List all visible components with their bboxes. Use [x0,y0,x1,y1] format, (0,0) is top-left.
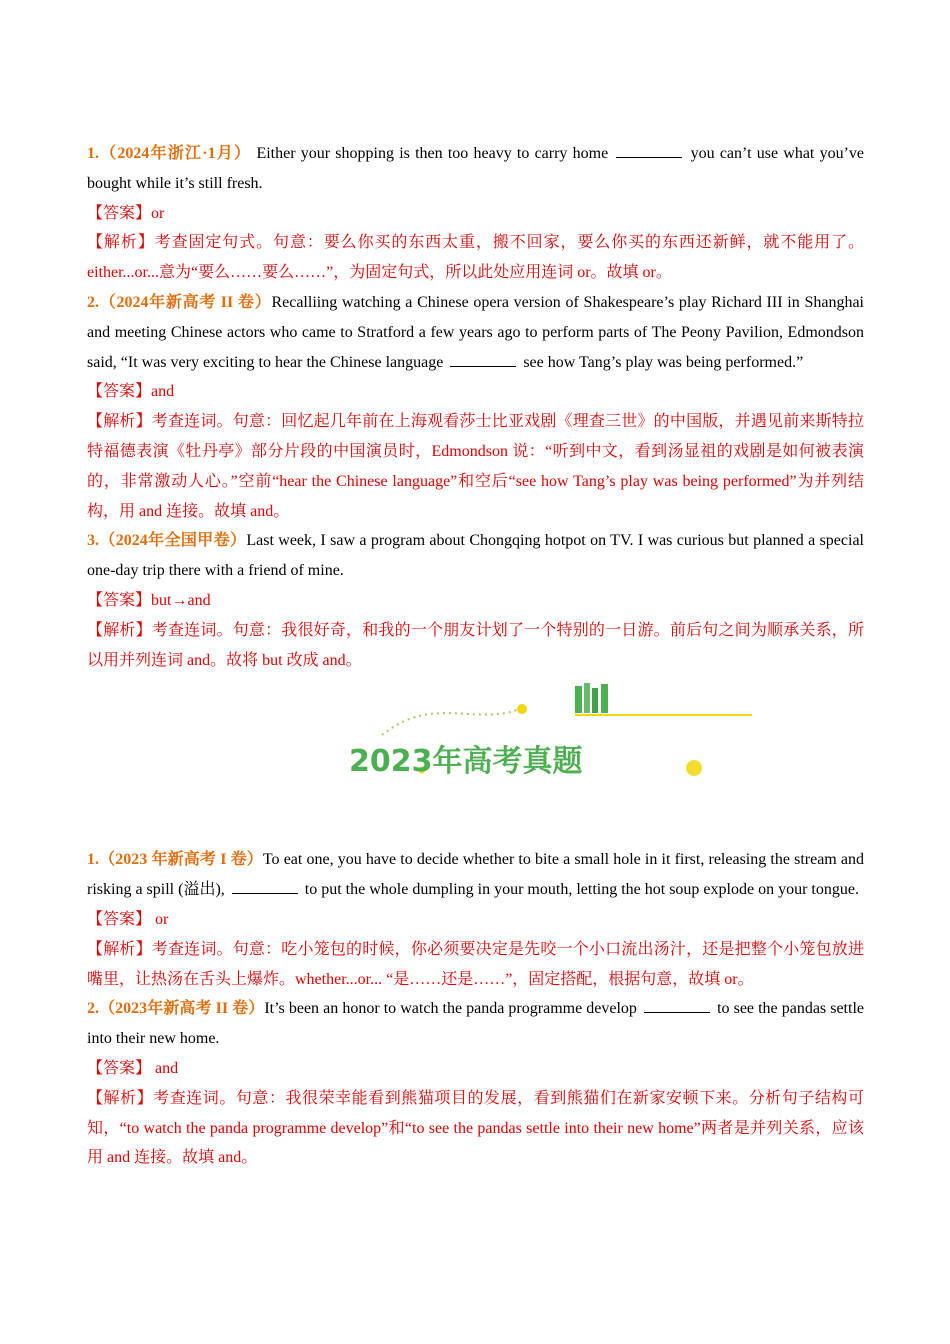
answer-value: but→and [151,591,211,609]
document-body [87,139,864,1173]
question-number: 3. [87,532,99,550]
question-stem-a: Either your shopping is then too heavy to carry home [251,145,614,162]
answer-label: 【答案】 [87,383,152,401]
question-stem-b: see how Tang’s play was being performed.” [519,353,804,371]
books-icon [575,683,608,713]
answer-blank [450,352,516,367]
question-source: （2024年浙江·1月） [99,145,252,162]
answer-line [87,586,864,616]
analysis-line [87,616,864,676]
question-stem-a: Last week, I saw a program about Chongqing hotpot on TV. I was curious but planned a special one-day trip there with a friend of mine. [87,532,864,580]
analysis-label: 【解析】 [87,940,152,958]
analysis-line [87,935,864,995]
question-block [87,526,864,675]
question-source: （2023年新高考 II 卷） [99,1000,265,1018]
analysis-label: 【解析】 [87,413,152,431]
analysis-text: 考查连词。句意：我很荣幸能看到熊猫项目的发展，看到熊猫们在新家安顿下来。分析句子结构可知，“to watch the panda programme develop”和“to see the pandas settle into their new home”两者是并列关系，应该用 and 连接。故填 and。 [87,1089,864,1167]
question-text [87,288,864,377]
question-number: 1. [87,851,99,869]
question-stem-b: to put the whole dumpling in your mouth, letting the hot soup explode on your tongue. [300,881,859,899]
answer-line [87,377,864,407]
analysis-line [87,1084,864,1173]
question-block [87,994,864,1173]
question-stem-a: It’s been an honor to watch the panda programme develop [264,1000,641,1018]
question-block [87,845,864,994]
question-text [87,526,864,586]
answer-label: 【答案】 [87,204,152,222]
question-number: 2. [87,1000,99,1018]
analysis-text: 考查连词。句意：回忆起几年前在上海观看莎士比亚戏剧《理查三世》的中国版，并遇见前来斯特拉特福德表演《牡丹亭》部分片段的中国演员时，Edmondson 说：“听到中文，看到汤显祖的戏剧是如何被表演的，非常激动人心。”空前“hear the Chinese language”和空后“see how Tang’s play was being performed”为并列结构，用 and 连接。故填 and。 [87,413,864,520]
answer-blank [644,998,710,1013]
answer-line [87,1054,864,1084]
analysis-label: 【解析】 [87,621,152,639]
question-stem-b: you can’t use what you’ve bought while it’s still fresh. [87,145,865,192]
answer-blank [232,879,298,894]
analysis-text: 考查连词。句意：我很好奇，和我的一个朋友计划了一个特别的一日游。前后句之间为顺承关系，所以用并列连词 and。故将 but 改成 and。 [87,621,864,669]
answer-value: and [151,1059,179,1077]
question-text [87,139,864,199]
question-source: （2024年全国甲卷） [99,532,247,550]
analysis-line [87,228,864,288]
answer-label: 【答案】 [87,910,152,928]
analysis-label: 【解析】 [87,234,155,252]
analysis-line [87,407,864,526]
analysis-text: 考查连词。句意：吃小笼包的时候，你必须要决定是先咬一个小口流出汤汁，还是把整个小笼包放进嘴里，让热汤在舌头上爆炸。whether...or... “是……还是……”，固定搭配，根据句意，故填 or。 [87,940,864,988]
analysis-text: 考查固定句式。句意：要么你买的东西太重，搬不回家，要么你买的东西还新鲜，就不能用了。either...or...意为“要么……要么……”，为固定句式，所以此处应用连词 or。故填 or。 [87,234,864,282]
answer-value: or [151,204,165,222]
banner-title: 2023年高考真题 [349,744,583,780]
answer-value: or [151,910,169,928]
answer-value: and [151,383,175,401]
question-block [87,288,864,526]
question-source: （2024年新高考 II 卷） [99,293,272,311]
answer-blank [616,143,682,158]
question-stem-a: To eat one, you have to decide whether to bite a small hole in it first, releasing the stream and risking a spill (溢出), [87,851,864,899]
answer-line [87,199,864,229]
question-text [87,845,864,905]
question-stem-b: to see the pandas settle into their new home. [87,1000,864,1048]
question-stem-a: Recalliing watching a Chinese opera version of Shakespeare’s play Richard III in Shanghai and meeting Chinese actors who came to Stratford a few years ago to perform parts of The Peony Pavilion, Edmondson said, “It was very exciting to hear the Chinese language [87,293,864,371]
question-number: 2. [87,293,99,311]
question-number: 1. [87,145,99,162]
banner-decoration-icon [292,675,762,805]
analysis-label: 【解析】 [87,1089,154,1107]
section-banner [87,675,864,845]
answer-label: 【答案】 [87,591,152,609]
answer-label: 【答案】 [87,1059,152,1077]
question-source: （2023 年新高考 I 卷） [99,851,263,869]
answer-line [87,905,864,935]
question-text [87,994,864,1054]
question-block [87,139,864,288]
